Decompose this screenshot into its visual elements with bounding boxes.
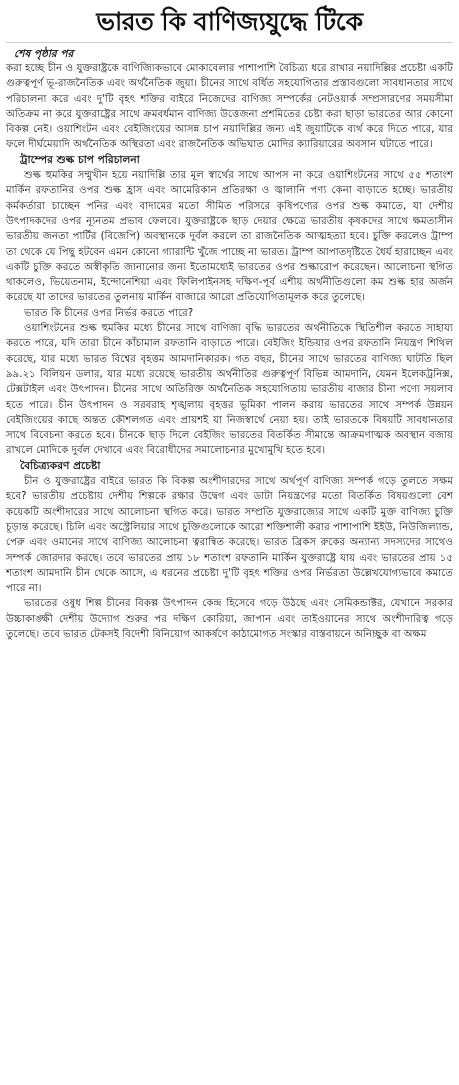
section-heading-china: ভারত কি চীনের ওপর নির্ভর করতে পারে? <box>24 307 194 319</box>
section-paragraph: ভারতের ওষুধ শিল্প চীনের বিকল্প উৎপাদন কেন্দ্র হিসেবে গড়ে উঠছে এবং সেমিকন্ডাক্টর, যেখানে সরকার উচ্চাকাঙ্ক্ষী দেশীয় উদ্যোগ শুরুর পর দক্ষিণ কোরিয়া, জাপান এবং তাইওয়ানের সাথে অংশীদারিত্ব গড়ে তুলেছে। তবে ভারত টেকসই বিদেশী বিনিয়োগ আকর্ষণে কাঠামোগত সংস্কার বাস্তবায়নে অনিচ্ছুক বা অক্ষম <box>6 598 453 640</box>
continued-label: শেষ পৃষ্ঠার পর <box>14 48 74 60</box>
article-page <box>0 2 459 1085</box>
article-body <box>6 61 453 642</box>
section-paragraph: শুল্ক হুমকির সম্মুখীন হয়ে নয়াদিল্লি তার মূল স্বার্থের সাথে আপস না করে ওয়াশিংটনের সাথে ৫৫ শতাংশ মার্কিন রফতানির ওপর শুল্ক হ্রাস এবং আমেরিকান প্রতিরক্ষা ও জ্বালানি পণ্য কেনা বাড়াতে হচ্ছে। ভারতীয় কর্মকর্তারা চাচ্ছেন পনির এবং বাদামের মতো সীমিত পরিসরে কৃষিপণ্যের ওপর শুল্ক কমাতে, যা দেশীয় উৎপাদকদের ওপর ন্যূনতম প্রভাব ফেলবে। যুক্তরাষ্ট্রকে ছাড় দেয়ার ক্ষেত্রে ভারতীয় কৃষকদের সাথে ক্ষমতাসীন ভারতীয় জনতা পার্টির (বিজেপি) অবস্থানকে দুর্বল করলে তা রাজনৈতিক আত্মহত্যা হবে। চুক্তি করলেও ট্রাম্প তা থেকে যে পিছু হটবেন এমন কোনো গ্যারান্টি খুঁজে পাচ্ছে না ভারত। ট্রাম্প আপাতদৃষ্টিতে ধৈর্য হারাচ্ছেন এবং একটি চুক্তি করতে অস্বীকৃতি জানানোর জন্য ইতোমধ্যেই ভারতের ওপর শুল্কারোপ করেছেন। আলোচনা স্থগিত থাকলেও, ভিয়েতনাম, ইন্দোনেশিয়া এবং ফিলিপাইনসহ দক্ষিণ-পূর্ব এশীয় অর্থনীতিগুলো কম শুল্ক হার অর্জন করেছে যা তাদের ভারতের তুলনায় মার্কিন বাজারে আরো প্রতিযোগিতামূলক করে তুলেছে। <box>6 170 453 304</box>
section-heading-tariff: ট্রাম্পের শুল্ক চাপ পরিচালনা <box>20 153 140 166</box>
section-paragraph: ওয়াশিংটনের শুল্ক হুমকির মধ্যে চীনের সাথে বাণিজ্য বৃদ্ধি ভারতের অর্থনীতিকে স্থিতিশীল করতে সাহায্য করতে পারে, যদি তারা চীনে কাঁচামাল রফতানি বাড়াতে পারে। বেইজিং ইন্ডিয়ার ওপর রফতানি নিয়ন্ত্রণ শিথিল করেছে, যার মধ্যে ভারত বিশ্বের বৃহত্তম আমদানিকারক। গত বছর, চীনের সাথে ভারতের বাণিজ্য ঘাটতি ছিল ৯৯.২১ বিলিয়ন ডলার, যার মধ্যে রয়েছে ভারতীয় অর্থনীতির গুরুত্বপূর্ণ বিভিন্ন আমদানি, যেমন ইলেকট্রনিক্স, টেক্সটাইল এবং উৎপাদন। চীনের সাথে অতিরিক্ত অর্থনৈতিক সহযোগিতায় ভারতীয় বাজার চীনা পণ্যে সয়লাব হতে পারে। চীন উৎপাদন ও সরবরাহ শৃঙ্খলায় বৃহত্তর ভূমিকা পালন করায় ভারতের সাথে সম্পর্ক উন্নয়ন বেইজিংয়ের কাছে অন্তত কৌশলগত এবং প্রায়শই যা নিজস্বার্থে নেয়া হয়। তাই ভারতকে বিষয়টি সাবধানতার সাথে বিবেচনা করতে হবে। চীনকে ছাড় দিলে বেইজিং ভারতের বিতর্কিত সীমান্তে আক্রমণাত্মক অবস্থান বজায় রাখলে মোদিকে দুর্বল দেখাবে এবং বিরোধীদের সমালোচনার মুখোমুখি হতে হবে। <box>6 323 453 457</box>
section-paragraph: চীন ও যুক্তরাষ্ট্রের বাইরে ভারত কি বিকল্প অংশীদারদের সাথে অর্থপূর্ণ বাণিজ্য সম্পর্ক গড়ে তুলতে সক্ষম হবে? ভারতীয় প্রচেষ্টায় দেশীয় শিল্পকে রক্ষার উদ্বেগ এবং ডাটা নিয়ন্ত্রণের মতো বিতর্কিত বিষয়গুলো বেশ কয়েকটি অংশীদারের সাথে আলোচনা স্থগিত করে। ভারত সম্প্রতি যুক্তরাজ্যের সাথে একটি মুক্ত বাণিজ্য চুক্তি চূড়ান্ত করেছে। চিলি এবং অস্ট্রেলিয়ার সাথে চুক্তিগুলোকে আরো শক্তিশালী করার পাশাপাশি ইইউ, নিউজিল্যান্ড, পেরু এবং ওমানের সাথে বাণিজ্য আলোচনা ত্বরান্বিত করেছে। ভারত ব্রিকস রুকের অন্যান্য সদস্যদের সাথেও সম্পর্ক জোরদার করছে। তবে ভারতের প্রায় ১৮ শতাংশ রফতানি মার্কিন যুক্তরাষ্ট্রে যায় এবং ভারতের প্রায় ১৫ শতাংশ আমদানি চীন থেকে আসে, এ ধরনের প্রচেষ্টা দু'টি বৃহৎ শক্তির ওপর নির্ভরতা উল্লেখযোগ্যভাবে কমাতে পারে না। <box>6 476 453 595</box>
headline: ভারত কি বাণিজ্যযুদ্ধে টিকে <box>6 2 453 43</box>
intro-paragraph: করা হচ্ছে চীন ও যুক্তরাষ্ট্রকে বাণিজ্যিকভাবে মোকাবেলার পাশাপাশি বৈচিত্র্য ধরে রাখার নয়াদিল্লির প্রচেষ্টা একটি গুরুত্বপূর্ণ ভূ-রাজনৈতিক এবং অর্থনৈতিক জুয়া। চীনের সাথে বর্ধিত সহযোগিতার প্রস্তাবগুলো সাবধানতার সাথে পরিচালনা করে এবং দু'টি বৃহৎ শক্তির বাইরে নিজেদের বাণিজ্য সম্পর্কের নেটওয়ার্ক সম্প্রসারণের সময়সীমা অতিক্রম না করে যুক্তরাষ্ট্রের সাথে ক্রমবর্ধমান বাণিজ্য উত্তেজনা প্রশমিতের চেষ্টা করা ছাড়া ভারতের আর কোনো বিকল্প নেই। ওয়াশিংটন এবং বেইজিংয়ের আসন্ন চাপ নয়াদিল্লির জন্য এই জুয়াটিকে ব্যর্থ করে দিতে পারে, যার ফলে দীর্ঘমেয়াদি অর্থনৈতিক অস্থিরতা এবং রাজনৈতিক অভিঘাত মোদির ক্যারিয়ারের অবসান ঘটাতে পারে। <box>6 63 453 151</box>
section-heading-diversification: বৈচিত্র্যকরণ প্রচেষ্টা <box>20 459 101 472</box>
